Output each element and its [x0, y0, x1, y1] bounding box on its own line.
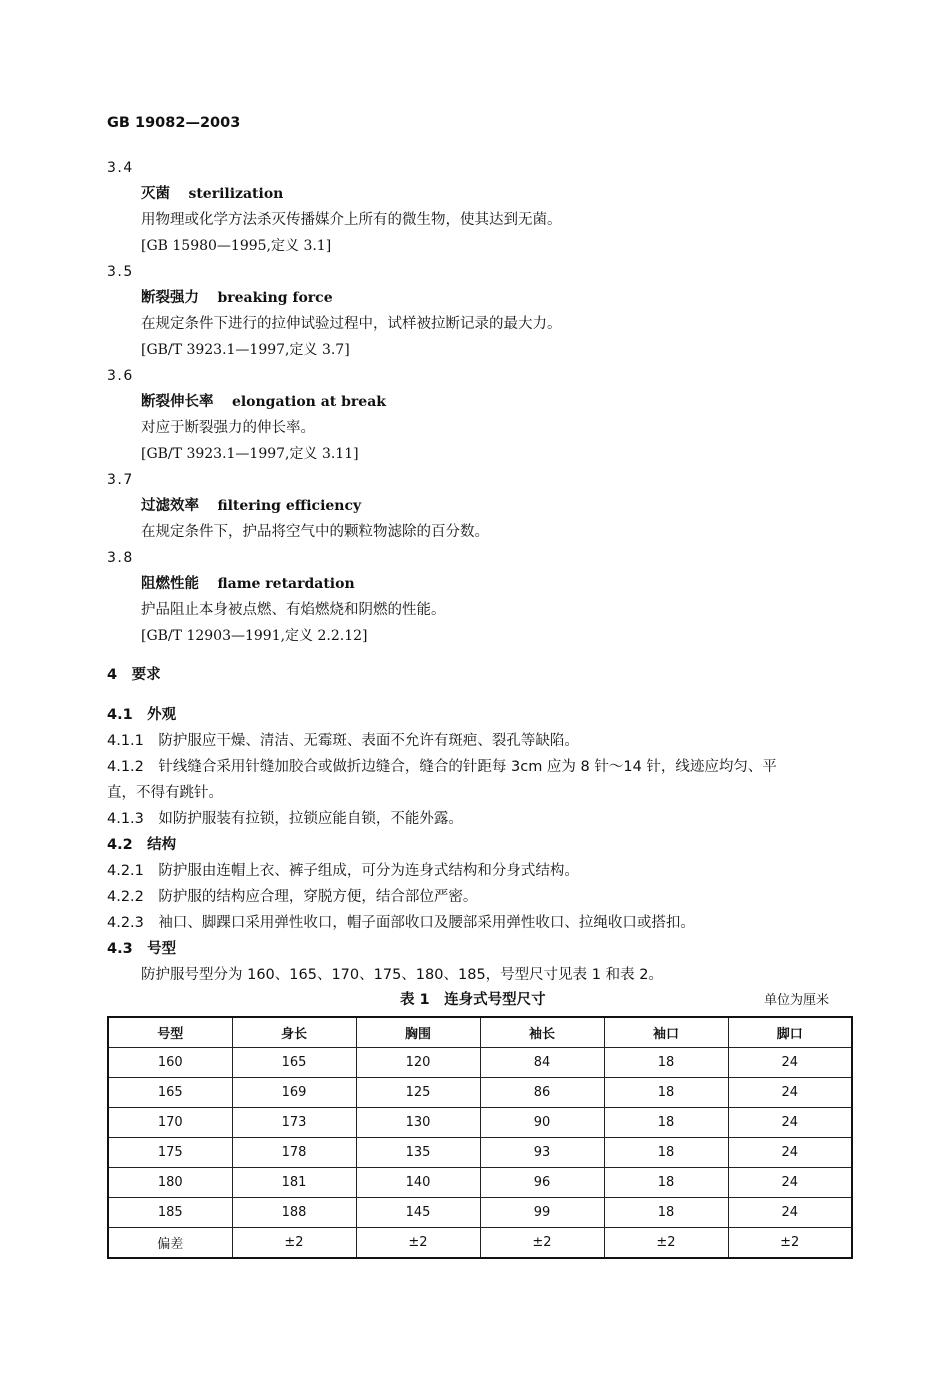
table-row: [108, 1168, 852, 1198]
table-cell: 24: [728, 1108, 852, 1138]
term-en: elongation at break: [231, 394, 386, 410]
term-heading: [141, 288, 333, 308]
table-cell: 84: [480, 1048, 604, 1078]
clause-text: 4.2.3 袖口、脚踝口采用弹性收口，帽子面部收口及腰部采用弹性收口、拉绳收口或搭扣。: [107, 915, 695, 931]
table-header-cell: 号型: [108, 1017, 232, 1048]
table-cell: ±2: [232, 1228, 356, 1259]
table-cell: 181: [232, 1168, 356, 1198]
table-cell: 偏差: [108, 1228, 232, 1259]
clause-text: 4.1.3 如防护服装有拉锁，拉锁应能自锁，不能外露。: [107, 811, 463, 827]
table-header-cell: 脚口: [728, 1017, 852, 1048]
clause-number: 3.8: [107, 550, 134, 566]
table-cell: 160: [108, 1048, 232, 1078]
table-cell: 188: [232, 1198, 356, 1228]
table-header-cell: 袖口: [604, 1017, 728, 1048]
term-en: sterilization: [188, 186, 284, 202]
table-header-cell: 袖长: [480, 1017, 604, 1048]
table-cell: 24: [728, 1078, 852, 1108]
table-cell: 18: [604, 1168, 728, 1198]
table-cell: ±2: [356, 1228, 480, 1259]
table-cell: ±2: [728, 1228, 852, 1259]
table-cell: 125: [356, 1078, 480, 1108]
table-row: [108, 1108, 852, 1138]
term-cn: 阻燃性能: [141, 576, 199, 592]
table-cell: 130: [356, 1108, 480, 1138]
table-cell: 86: [480, 1078, 604, 1108]
term-en: flame retardation: [217, 576, 355, 592]
term-cn: 过滤效率: [141, 498, 199, 514]
definition-text: 在规定条件下进行的拉伸试验过程中，试样被拉断记录的最大力。: [141, 316, 562, 332]
table-cell: 120: [356, 1048, 480, 1078]
clause-text: 4.1.2 针线缝合采用针缝加胶合或做折边缝合，缝合的针距每 3cm 应为 8 针～14 针，线迹应均匀、平: [107, 759, 777, 775]
term-heading: [141, 574, 355, 594]
term-en: filtering efficiency: [217, 498, 362, 514]
table-cell: 185: [108, 1198, 232, 1228]
table-cell: 140: [356, 1168, 480, 1198]
clause-text: 4.2.2 防护服的结构应合理，穿脱方便，结合部位严密。: [107, 889, 478, 905]
table-row: [108, 1048, 852, 1078]
clause-number: 3.4: [107, 160, 134, 176]
table-cell: 170: [108, 1108, 232, 1138]
table-row: [108, 1138, 852, 1168]
table-cell: 173: [232, 1108, 356, 1138]
term-cn: 灭菌: [141, 186, 170, 202]
table-header-cell: 身长: [232, 1017, 356, 1048]
table-unit: 单位为厘米: [764, 993, 830, 1008]
table-cell: 145: [356, 1198, 480, 1228]
table-cell: 180: [108, 1168, 232, 1198]
table-cell: 135: [356, 1138, 480, 1168]
table-cell: 175: [108, 1138, 232, 1168]
definition-reference: [GB 15980—1995,定义 3.1]: [141, 238, 332, 254]
term-heading: [141, 496, 361, 516]
table-cell: 24: [728, 1198, 852, 1228]
table-cell: ±2: [604, 1228, 728, 1259]
table-cell: 99: [480, 1198, 604, 1228]
subsection-heading: 4.2 结构: [107, 837, 177, 853]
table-cell: 18: [604, 1108, 728, 1138]
table-cell: 178: [232, 1138, 356, 1168]
definition-text: 对应于断裂强力的伸长率。: [141, 420, 315, 436]
section-heading: 4 要求: [107, 667, 161, 683]
table-cell: 24: [728, 1048, 852, 1078]
clause-number: 3.6: [107, 368, 134, 384]
table-tolerance-row: [108, 1228, 852, 1259]
table-row: [108, 1078, 852, 1108]
term-heading: [141, 392, 386, 412]
size-table: [107, 1016, 853, 1259]
table-cell: 24: [728, 1168, 852, 1198]
definition-reference: [GB/T 12903—1991,定义 2.2.12]: [141, 628, 368, 644]
table-cell: 90: [480, 1108, 604, 1138]
table-cell: 18: [604, 1078, 728, 1108]
clause-text: 4.2.1 防护服由连帽上衣、裤子组成，可分为连身式结构和分身式结构。: [107, 863, 579, 879]
table-title: 表 1 连身式号型尺寸: [400, 992, 546, 1008]
table-cell: 24: [728, 1138, 852, 1168]
clause-text: 4.1.1 防护服应干燥、清洁、无霉斑、表面不允许有斑疤、裂孔等缺陷。: [107, 733, 579, 749]
table-cell: 18: [604, 1048, 728, 1078]
term-en: breaking force: [217, 290, 333, 306]
definition-text: 护品阻止本身被点燃、有焰燃烧和阴燃的性能。: [141, 602, 446, 618]
table-row: [108, 1198, 852, 1228]
table-cell: ±2: [480, 1228, 604, 1259]
table-header-cell: 胸围: [356, 1017, 480, 1048]
term-cn: 断裂强力: [141, 290, 199, 306]
clause-text-continued: 直，不得有跳针。: [107, 785, 223, 801]
term-heading: [141, 184, 283, 204]
term-cn: 断裂伸长率: [141, 394, 214, 410]
subsection-heading: 4.3 号型: [107, 941, 177, 957]
definition-reference: [GB/T 3923.1—1997,定义 3.7]: [141, 342, 350, 358]
definition-text: 在规定条件下，护品将空气中的颗粒物滤除的百分数。: [141, 524, 489, 540]
clause-text: 防护服号型分为 160、165、170、175、180、185，号型尺寸见表 1 和表 2。: [141, 967, 663, 983]
table-cell: 18: [604, 1138, 728, 1168]
subsection-heading: 4.1 外观: [107, 707, 177, 723]
definition-text: 用物理或化学方法杀灭传播媒介上所有的微生物，使其达到无菌。: [141, 212, 562, 228]
table-cell: 169: [232, 1078, 356, 1108]
table-cell: 18: [604, 1198, 728, 1228]
table-cell: 165: [232, 1048, 356, 1078]
table-cell: 165: [108, 1078, 232, 1108]
document-id: GB 19082—2003: [107, 115, 241, 131]
table-cell: 93: [480, 1138, 604, 1168]
clause-number: 3.7: [107, 472, 134, 488]
definition-reference: [GB/T 3923.1—1997,定义 3.11]: [141, 446, 359, 462]
clause-number: 3.5: [107, 264, 134, 280]
table-cell: 96: [480, 1168, 604, 1198]
table-header-row: [108, 1017, 852, 1048]
